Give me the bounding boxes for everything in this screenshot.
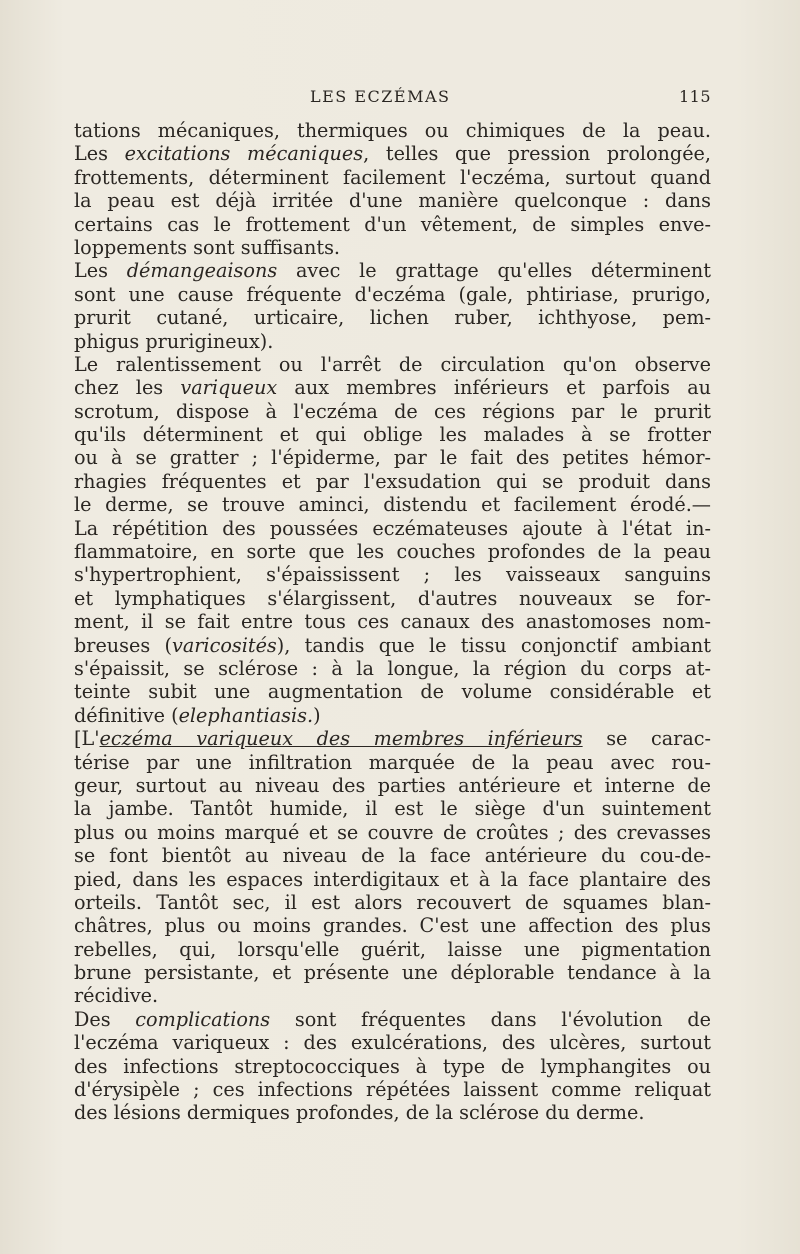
text-line [74,704,711,727]
text-line [74,213,711,236]
text-line [74,797,711,820]
text-line-content: térise par une infiltration marquée de la peau avec rou- [74,750,711,774]
text-line-content: frottements, déterminent facilement l'eczéma, surtout quand [74,165,711,189]
text-line [74,376,711,399]
italic-term: variqueux [180,376,278,400]
italic-term: elephantiasis. [178,703,314,727]
text-line [74,914,711,937]
text-line-post: avec le grattage qu'elles déterminent [277,259,711,283]
text-line [74,119,711,142]
text-line [74,868,711,891]
text-line-post: ), tandis que le tissu conjonctif ambiant [276,633,711,657]
italic-term: varicosités [171,633,277,657]
text-line-content: la peau est déjà irritée d'une manière quelconque : dans [74,189,711,213]
text-line-content: La répétition des poussées eczémateuses ajoute à l'état in- [74,516,711,540]
text-line-content: s'épaissit, se sclérose : à la longue, la région du corps at- [74,656,711,680]
text-line [74,844,711,867]
text-line-content: scrotum, dispose à l'eczéma de ces régions par le prurit [74,399,711,423]
text-line-pre: chez les [74,376,181,400]
text-line [74,727,711,750]
text-line [74,259,711,282]
text-line-content: brune persistante, et présente une déplorable tendance à la [74,961,711,985]
text-line-pre: breuses ( [74,633,172,657]
text-line [74,236,711,259]
text-line [74,751,711,774]
text-line [74,634,711,657]
italic-term: eczéma variqueux des membres inférieurs [99,727,583,751]
text-line [74,587,711,610]
text-line [74,680,711,703]
text-line-content: châtres, plus ou moins grandes. C'est une affection des plus [74,914,711,938]
text-line-post: ) [313,703,321,727]
text-line [74,1078,711,1101]
text-line [74,1008,711,1031]
text-line [74,563,711,586]
text-line [74,1031,711,1054]
body-text [74,119,711,1125]
text-line-content: pied, dans les espaces interdigitaux et à la face plantaire des [74,867,711,891]
text-line-post: sont fréquentes dans l'évolution de [270,1007,711,1031]
text-line [74,610,711,633]
text-line [74,1101,711,1124]
text-line-pre: définitive ( [74,703,179,727]
text-line-content: certains cas le frottement d'un vêtement, de simples enve- [74,212,711,236]
text-line-content: l'eczéma variqueux : des exulcérations, des ulcères, surtout [74,1031,711,1055]
text-line-content: geur, surtout au niveau des parties antérieure et interne de [74,773,711,797]
text-line-content: phigus prurigineux). [74,329,274,353]
text-line-content: orteils. Tantôt sec, il est alors recouvert de squames blan- [74,890,711,914]
page-number: 115 [678,87,711,106]
text-line [74,470,711,493]
text-line-content: se font bientôt au niveau de la face antérieure du cou-de- [74,844,711,868]
text-line [74,446,711,469]
text-line-content: plus ou moins marqué et se couvre de croûtes ; des crevasses [74,820,711,844]
text-line-post: se carac- [582,727,711,751]
text-line [74,961,711,984]
text-line-pre: Des [74,1007,136,1031]
text-line-post: aux membres inférieurs et parfois au [277,376,711,400]
text-line-content: s'hypertrophient, s'épaississent ; les vaisseaux sanguins [74,563,711,587]
text-line-content: ment, il se fait entre tous ces canaux des anastomoses nom- [74,610,711,634]
text-line-content: des lésions dermiques profondes, de la sclérose du derme. [74,1101,645,1125]
text-line [74,353,711,376]
page-header [74,87,711,111]
text-line [74,517,711,540]
text-line [74,283,711,306]
running-head: LES ECZÉMAS [310,87,451,106]
text-line-content: tations mécaniques, thermiques ou chimiques de la peau. [74,119,711,142]
text-line-post: , telles que pression prolongée, [363,142,711,166]
italic-term: excitations mécaniques [124,142,364,166]
text-line-content: des infections streptococciques à type de lymphangites ou [74,1054,711,1078]
text-line [74,166,711,189]
text-line-content: ou à se gratter ; l'épiderme, par le fait des petites hémor- [74,446,711,470]
text-line [74,189,711,212]
text-line [74,306,711,329]
text-line [74,657,711,680]
italic-term: complications [135,1007,271,1031]
text-line-content: rebelles, qui, lorsqu'elle guérit, laisse une pigmentation [74,937,711,961]
text-line [74,1055,711,1078]
text-line-content: Le ralentissement ou l'arrêt de circulation qu'on observe [74,352,711,376]
text-line-content: loppements sont suffisants. [74,235,341,259]
text-line [74,774,711,797]
text-line [74,493,711,516]
text-line-pre: Les [74,259,127,283]
text-line-content: et lymphatiques s'élargissent, d'autres nouveaux se for- [74,586,711,610]
text-line [74,142,711,165]
text-line [74,821,711,844]
text-line-pre: Les [74,142,125,166]
text-line-content: la jambe. Tantôt humide, il est le siège d'un suintement [74,797,711,821]
text-line [74,984,711,1007]
text-line-content: récidive. [74,984,159,1008]
text-line [74,540,711,563]
text-line [74,330,711,353]
text-line-content: teinte subit une augmentation de volume considérable et [74,680,711,704]
text-line-pre: [L' [74,727,100,751]
text-line [74,938,711,961]
text-line [74,423,711,446]
text-line-content: flammatoire, en sorte que les couches profondes de la peau [74,540,711,564]
text-line-content: sont une cause fréquente d'eczéma (gale, phtiriase, prurigo, [74,282,711,306]
text-line [74,891,711,914]
text-line-content: le derme, se trouve aminci, distendu et facilement érodé.— [74,493,711,517]
italic-term: démangeaisons [126,259,278,283]
text-line-content: d'érysipèle ; ces infections répétées laissent comme reliquat [74,1078,711,1102]
text-line-content: rhagies fréquentes et par l'exsudation qui se produit dans [74,469,711,493]
text-line-content: qu'ils déterminent et qui oblige les malades à se frotter [74,423,711,447]
text-line [74,400,711,423]
text-line-content: prurit cutané, urticaire, lichen ruber, ichthyose, pem- [74,306,711,330]
